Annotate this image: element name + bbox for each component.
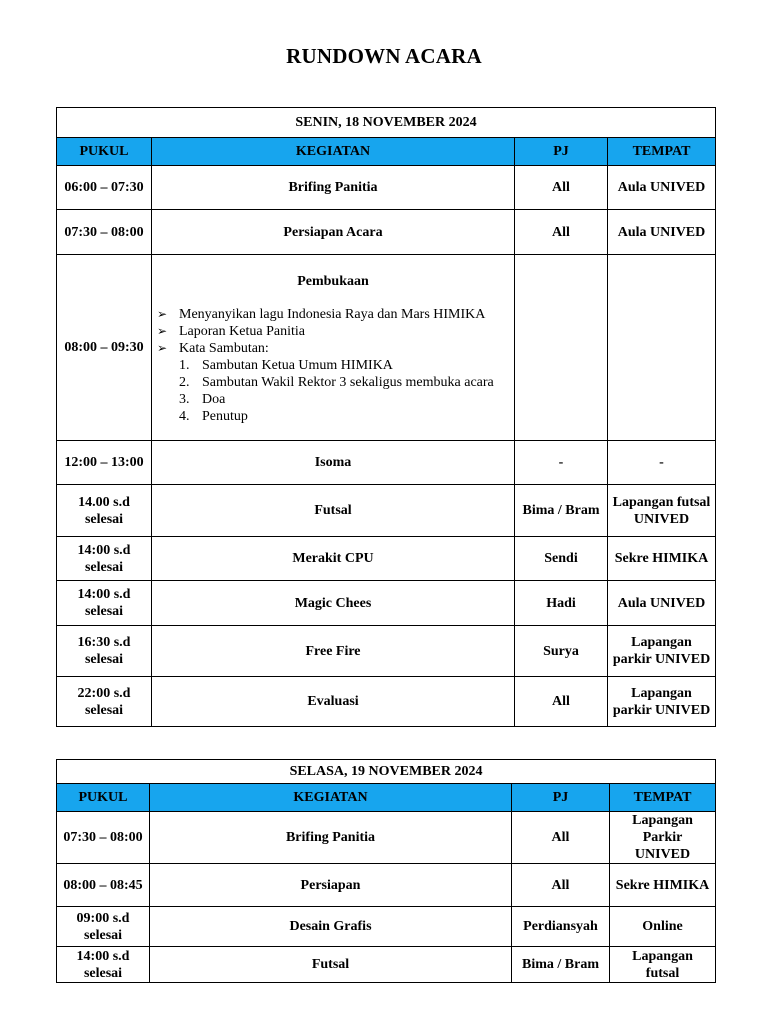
time-cell: 14:00 s.d selesai xyxy=(57,581,152,626)
day-header: SENIN, 18 NOVEMBER 2024 xyxy=(57,108,716,138)
place-cell: Aula UNIVED xyxy=(608,210,716,255)
col-header-place: TEMPAT xyxy=(608,138,716,166)
pic-cell: Sendi xyxy=(515,537,608,581)
table-row xyxy=(57,947,716,983)
table-row xyxy=(57,255,716,441)
list-item-text: Menyanyikan lagu Indonesia Raya dan Mars HIMIKA xyxy=(179,306,486,322)
schedule-table-day2 xyxy=(56,759,716,983)
col-header-pic: PJ xyxy=(515,138,608,166)
table-row xyxy=(57,537,716,581)
table-row xyxy=(57,812,716,864)
activity-cell: Persiapan Acara xyxy=(152,210,515,255)
place-cell: Online xyxy=(610,907,716,947)
list-item xyxy=(156,306,510,323)
list-item-text: Penutup xyxy=(202,408,248,424)
pic-cell: Bima / Bram xyxy=(512,947,610,983)
table-row xyxy=(57,677,716,727)
table-row xyxy=(57,864,716,907)
table-row xyxy=(57,441,716,485)
activity-cell xyxy=(152,255,515,441)
numbered-list xyxy=(179,357,510,425)
page-title: RUNDOWN ACARA xyxy=(286,44,482,68)
place-cell: - xyxy=(608,441,716,485)
activity-cell: Isoma xyxy=(152,441,515,485)
place-cell: Lapangan futsal UNIVED xyxy=(608,485,716,537)
col-header-time: PUKUL xyxy=(57,784,150,812)
time-cell: 22:00 s.d selesai xyxy=(57,677,152,727)
list-item xyxy=(179,357,510,374)
time-cell: 16:30 s.d selesai xyxy=(57,626,152,677)
list-number: 1. xyxy=(179,357,190,373)
column-header-row xyxy=(57,138,716,166)
place-cell: Aula UNIVED xyxy=(608,581,716,626)
table-row xyxy=(57,907,716,947)
col-header-activity: KEGIATAN xyxy=(152,138,515,166)
place-cell: Aula UNIVED xyxy=(608,166,716,210)
place-cell: Lapangan futsal xyxy=(610,947,716,983)
list-item-text: Laporan Ketua Panitia xyxy=(179,323,305,339)
table-row xyxy=(57,485,716,537)
activity-title: Pembukaan xyxy=(297,273,369,289)
place-cell: Lapangan Parkir UNIVED xyxy=(610,812,716,864)
pic-cell: All xyxy=(515,210,608,255)
activity-cell: Evaluasi xyxy=(152,677,515,727)
activity-cell: Free Fire xyxy=(152,626,515,677)
list-number: 3. xyxy=(179,391,190,407)
column-header-row xyxy=(57,784,716,812)
time-cell: 08:00 – 08:45 xyxy=(57,864,150,907)
place-cell: Lapangan parkir UNIVED xyxy=(608,626,716,677)
list-item xyxy=(179,408,510,425)
activity-cell: Brifing Panitia xyxy=(150,812,512,864)
pic-cell: All xyxy=(512,812,610,864)
time-cell: 09:00 s.d selesai xyxy=(57,907,150,947)
arrow-bullet-icon: ➢ xyxy=(157,340,168,355)
col-header-activity: KEGIATAN xyxy=(150,784,512,812)
table-row xyxy=(57,581,716,626)
place-cell xyxy=(608,255,716,441)
table-row xyxy=(57,210,716,255)
activity-cell: Magic Chees xyxy=(152,581,515,626)
day-header: SELASA, 19 NOVEMBER 2024 xyxy=(57,760,716,784)
activity-cell: Persiapan xyxy=(150,864,512,907)
col-header-pic: PJ xyxy=(512,784,610,812)
pic-cell: Perdiansyah xyxy=(512,907,610,947)
pic-cell: All xyxy=(515,166,608,210)
time-cell: 12:00 – 13:00 xyxy=(57,441,152,485)
list-item xyxy=(156,340,510,425)
activity-cell: Desain Grafis xyxy=(150,907,512,947)
time-cell: 08:00 – 09:30 xyxy=(57,255,152,441)
agenda-list xyxy=(156,306,510,425)
list-item xyxy=(179,374,510,391)
list-item-text: Sambutan Ketua Umum HIMIKA xyxy=(202,357,393,373)
list-number: 2. xyxy=(179,374,190,390)
activity-cell: Futsal xyxy=(150,947,512,983)
pic-cell: All xyxy=(515,677,608,727)
activity-cell: Futsal xyxy=(152,485,515,537)
pic-cell: All xyxy=(512,864,610,907)
time-cell: 14:00 s.d selesai xyxy=(57,947,150,983)
pic-cell: Surya xyxy=(515,626,608,677)
list-item xyxy=(179,391,510,408)
table-row xyxy=(57,626,716,677)
activity-cell: Brifing Panitia xyxy=(152,166,515,210)
list-item xyxy=(156,323,510,340)
place-cell: Lapangan parkir UNIVED xyxy=(608,677,716,727)
pic-cell: - xyxy=(515,441,608,485)
list-item-text: Sambutan Wakil Rektor 3 sekaligus membuka acara xyxy=(202,374,494,390)
col-header-time: PUKUL xyxy=(57,138,152,166)
time-cell: 14.00 s.d selesai xyxy=(57,485,152,537)
place-cell: Sekre HIMIKA xyxy=(610,864,716,907)
schedule-table-day1 xyxy=(56,107,716,727)
pic-cell: Hadi xyxy=(515,581,608,626)
arrow-bullet-icon: ➢ xyxy=(157,306,168,321)
place-cell: Sekre HIMIKA xyxy=(608,537,716,581)
time-cell: 06:00 – 07:30 xyxy=(57,166,152,210)
activity-cell: Merakit CPU xyxy=(152,537,515,581)
list-number: 4. xyxy=(179,408,190,424)
list-item-text: Doa xyxy=(202,391,226,407)
pic-cell xyxy=(515,255,608,441)
list-item-text: Kata Sambutan: xyxy=(179,340,269,356)
arrow-bullet-icon: ➢ xyxy=(157,323,168,338)
table-row xyxy=(57,166,716,210)
time-cell: 07:30 – 08:00 xyxy=(57,812,150,864)
time-cell: 14:00 s.d selesai xyxy=(57,537,152,581)
col-header-place: TEMPAT xyxy=(610,784,716,812)
pic-cell: Bima / Bram xyxy=(515,485,608,537)
time-cell: 07:30 – 08:00 xyxy=(57,210,152,255)
